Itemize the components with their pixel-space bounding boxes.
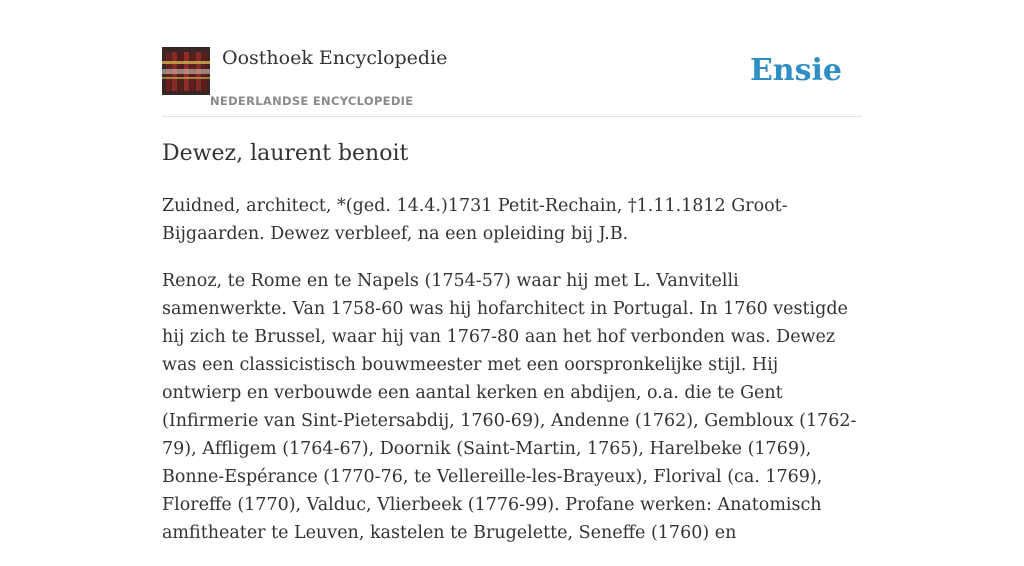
article-paragraph: Renoz, te Rome en te Napels (1754-57) waar hij met L. Vanvitelli samenwerkte. Van 1758-60 was hij hofarchitect in Portugal. In 1760 vestigde hij zich te Brussel, waar hij van 1767-80 aan het hof verbonden was. Dewez was een classicistisch bouwmeester met een oorspronkelijke stijl. Hij ontwierp en verbouwde een aantal kerken en abdijen, o.a. die te Gent (Infirmerie van Sint-Pietersabdij, 1760-69), Andenne (1762), Gembloux (1762-79), Affligem (1764-67), Doornik (Saint-Martin, 1765), Harelbeke (1769), Bonne-Espérance (1770-76, te Vellereille-les-Brayeux), Florival (ca. 1769), Floreffe (1770), Valduc, Vlierbeek (1776-99). Profane werken: Anatomisch amfitheater te Leuven, kastelen te Brugelette, Seneffe (1760) en <box>162 271 857 543</box>
ensie-logo[interactable]: Ensie <box>749 53 842 88</box>
encyclopedia-books-icon <box>162 47 210 95</box>
article <box>162 138 862 566</box>
article-paragraph: Zuidned, architect, *(ged. 14.4.)1731 Petit-Rechain, †1.11.1812 Groot-Bijgaarden. Dewez verbleef, na een opleiding bij J.B. <box>162 196 788 244</box>
site-header <box>162 46 862 117</box>
site-subtitle: NEDERLANDSE ENCYCLOPEDIE <box>210 94 414 108</box>
avatar[interactable] <box>162 47 210 95</box>
entry-title: Dewez, laurent benoit <box>162 141 409 166</box>
site-title[interactable]: Oosthoek Encyclopedie <box>222 47 448 69</box>
